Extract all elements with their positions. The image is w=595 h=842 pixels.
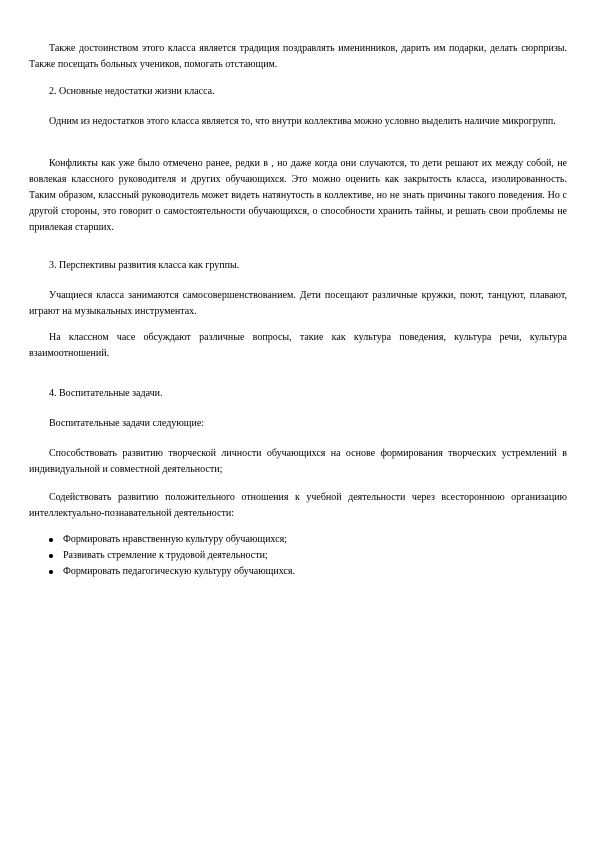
bullet-icon <box>49 554 53 558</box>
paragraph-creative-personality: Способствовать развитию творческой личности обучающихся на основе формирования творческих устремлений в индивидуальной и совместной деятельности; <box>29 448 567 475</box>
heading-educational-tasks: 4. Воспитательные задачи. <box>49 388 163 399</box>
list-item: Формировать педагогическую культуру обучающихся. <box>29 564 567 580</box>
heading-main-drawbacks: 2. Основные недостатки жизни класса. <box>49 86 215 97</box>
paragraph-self-improvement: Учащиеся класса занимаются самосовершенствованием. Дети посещают различные кружки, поют, танцуют, плавают, играют на музыкальных инструментах. <box>29 290 567 317</box>
paragraph-learning-attitude: Содействовать развитию положительного отношения к учебной деятельности через всестороннюю организацию интеллектуально-познавательной деятельности: <box>29 492 567 519</box>
list-item: Формировать нравственную культуру обучающихся; <box>29 532 567 548</box>
bullet-list <box>29 532 567 580</box>
paragraph-conflicts: Конфликты как уже было отмечено ранее, редки в , но даже когда они случаются, то дети решают их между собой, не вовлекая классного руководителя и других обучающихся. Это можно оценить как закрытость класса, изолированность. Таким образом, классный руководитель может видеть натянутость в коллективе, но не знать причины такого поведения. Но с другой стороны, это говорит о самостоятельности обучающихся, о способности хранить тайны, и решать свои проблемы не привлекая старших. <box>29 158 567 233</box>
heading-development-prospects: 3. Перспективы развития класса как группы. <box>49 260 240 271</box>
paragraph-tasks-intro: Воспитательные задачи следующие: <box>49 418 205 429</box>
paragraph-class-hour: На классном часе обсуждают различные вопросы, такие как культура поведения, культура речи, культура взаимоотношений. <box>29 332 567 359</box>
paragraph-traditions: Также достоинством этого класса является традиция поздравлять именинников, дарить им подарки, делать сюрпризы. Также посещать больных учеников, помогать отстающим. <box>29 43 567 70</box>
list-item: Развивать стремление к трудовой деятельности; <box>29 548 567 564</box>
paragraph-microgroups: Одним из недостатков этого класса является то, что внутри коллектива можно условно выделить наличие микрогрупп. <box>49 116 556 127</box>
bullet-icon <box>49 538 53 542</box>
bullet-icon <box>49 570 53 574</box>
